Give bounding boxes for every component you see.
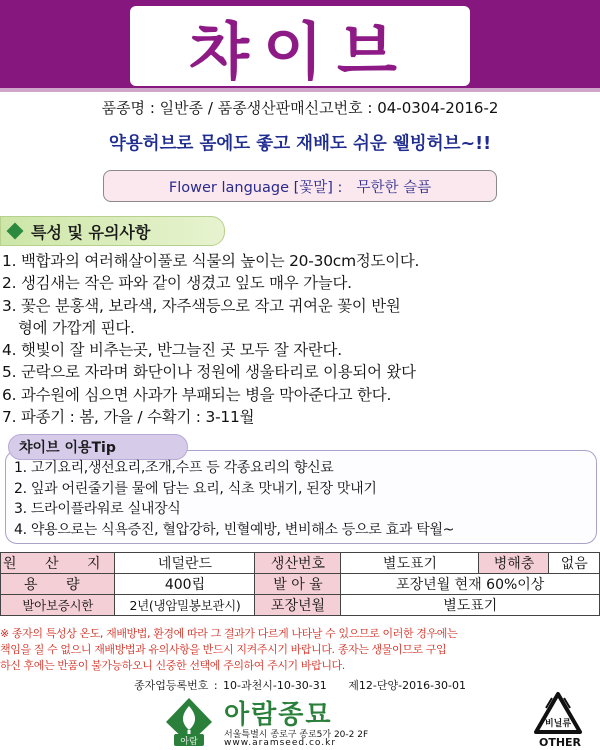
tips-header: 챠이브 이용Tip [8, 434, 188, 460]
features-header [0, 216, 225, 246]
feature-item: 2. 생김새는 작은 파와 같이 생겼고 잎도 매우 가늘다. [2, 274, 352, 293]
origin-value: 네덜란드 [115, 553, 255, 574]
germination-label: 발 아 율 [255, 574, 341, 595]
registration-line [0, 677, 600, 693]
product-title: 챠이브 [189, 14, 411, 88]
production-no-label: 생산번호 [255, 553, 341, 574]
brand-name: 아람종묘 [224, 700, 333, 730]
tip-item: 2. 잎과 어린줄기를 물에 담는 요리, 식초 맛내기, 된장 맛내기 [14, 480, 377, 497]
variety-registration-line: 품종명 : 일반종 / 품종생산판매신고번호 : 04-0304-2016-2 [101, 99, 499, 117]
notice-text [0, 626, 600, 674]
tips-list [14, 458, 600, 540]
feature-item: 7. 파종기 : 봄, 가을 / 수확기 : 3-11월 [2, 408, 255, 427]
origin-label: 원 산 지 [1, 553, 115, 574]
features-header-label: 특성 및 유의사항 [31, 222, 151, 242]
recycle-inner-label: 비닐류 [544, 719, 572, 729]
brand-website[interactable]: www.aramseed.co.kr [224, 738, 337, 748]
tip-item: 3. 드라이플라워로 실내장식 [14, 501, 181, 517]
logo-text: 아람 [180, 737, 198, 747]
feature-item: 5. 군락으로 자라며 화단이나 정원에 생울타리로 이용되어 왔다 [2, 363, 416, 382]
tip-item: 1. 고기요리,생선요리,조개,수프 등 각종요리의 향신료 [14, 460, 334, 476]
flower-language-box [103, 170, 497, 202]
feature-item: 4. 햇빛이 잘 비추는곳, 반그늘진 곳 모두 잘 자란다. [2, 341, 342, 360]
features-list [2, 250, 600, 428]
aram-plant-logo-icon [162, 694, 216, 748]
feature-item: 6. 과수원에 심으면 사과가 부패되는 병을 막아준다고 한다. [2, 385, 392, 404]
production-no-value: 별도표기 [341, 553, 479, 574]
flower-language-value: 무한한 슬픔 [356, 179, 432, 196]
pack-date-value: 별도표기 [341, 595, 600, 616]
recycle-triangle-icon [532, 690, 584, 736]
notice-line: 하신 후에는 반품이 불가능하오니 신중한 선택에 주의하여 주시기 바랍니다. [0, 659, 345, 672]
title-banner [0, 0, 600, 92]
notice-line: ※ 종자의 특성상 온도, 재배방법, 환경에 따라 그 결과가 다르게 나타날 수 있으므로 이러한 경우에는 [0, 627, 458, 640]
product-slogan: 약용허브로 몸에도 좋고 재배도 쉬운 웰빙허브~!! [108, 134, 492, 154]
title-box [130, 6, 470, 86]
label-no: 제12-단양-2016-30-01 [348, 679, 467, 692]
brand-address: 서울특별시 종로구 종로5가 20-2 2F [224, 730, 369, 740]
feature-item: 형에 가깝게 핀다. [18, 318, 135, 337]
diamond-icon [7, 223, 24, 240]
recycle-sub-label: OTHER [538, 736, 582, 749]
feature-item: 3. 꽃은 분홍색, 보라색, 자주색등으로 작고 귀여운 꽃이 반원 [2, 296, 401, 315]
pack-date-label: 포장년월 [255, 595, 341, 616]
tip-item: 4. 약용으로는 식욕증진, 혈압강하, 빈혈예방, 변비해소 등으로 효과 탁월~ [14, 521, 455, 538]
feature-item: 1. 백합과의 여러해살이풀로 식물의 높이는 20-30cm정도이다. [2, 252, 420, 270]
seed-business-no: 종자업등록번호 : 10-과천시-10-30-31 [133, 679, 327, 692]
germination-value: 포장년월 현재 60%이상 [341, 574, 600, 595]
guarantee-label: 발아보증시한 [1, 595, 115, 616]
pest-value: 없음 [549, 553, 600, 574]
guarantee-value: 2년(냉암밀봉보관시) [115, 595, 255, 616]
notice-line: 책임을 질 수 없으니 재배방법과 유의사항을 반드시 지켜주시기 바랍니다. 종자는 생물이므로 구입 [0, 643, 447, 656]
pest-label: 병해충 [479, 553, 549, 574]
product-info-table [0, 552, 600, 616]
quantity-label: 용 량 [1, 574, 115, 595]
quantity-value: 400립 [115, 574, 255, 595]
flower-language-label: Flower language [꽃말] : [168, 179, 343, 196]
